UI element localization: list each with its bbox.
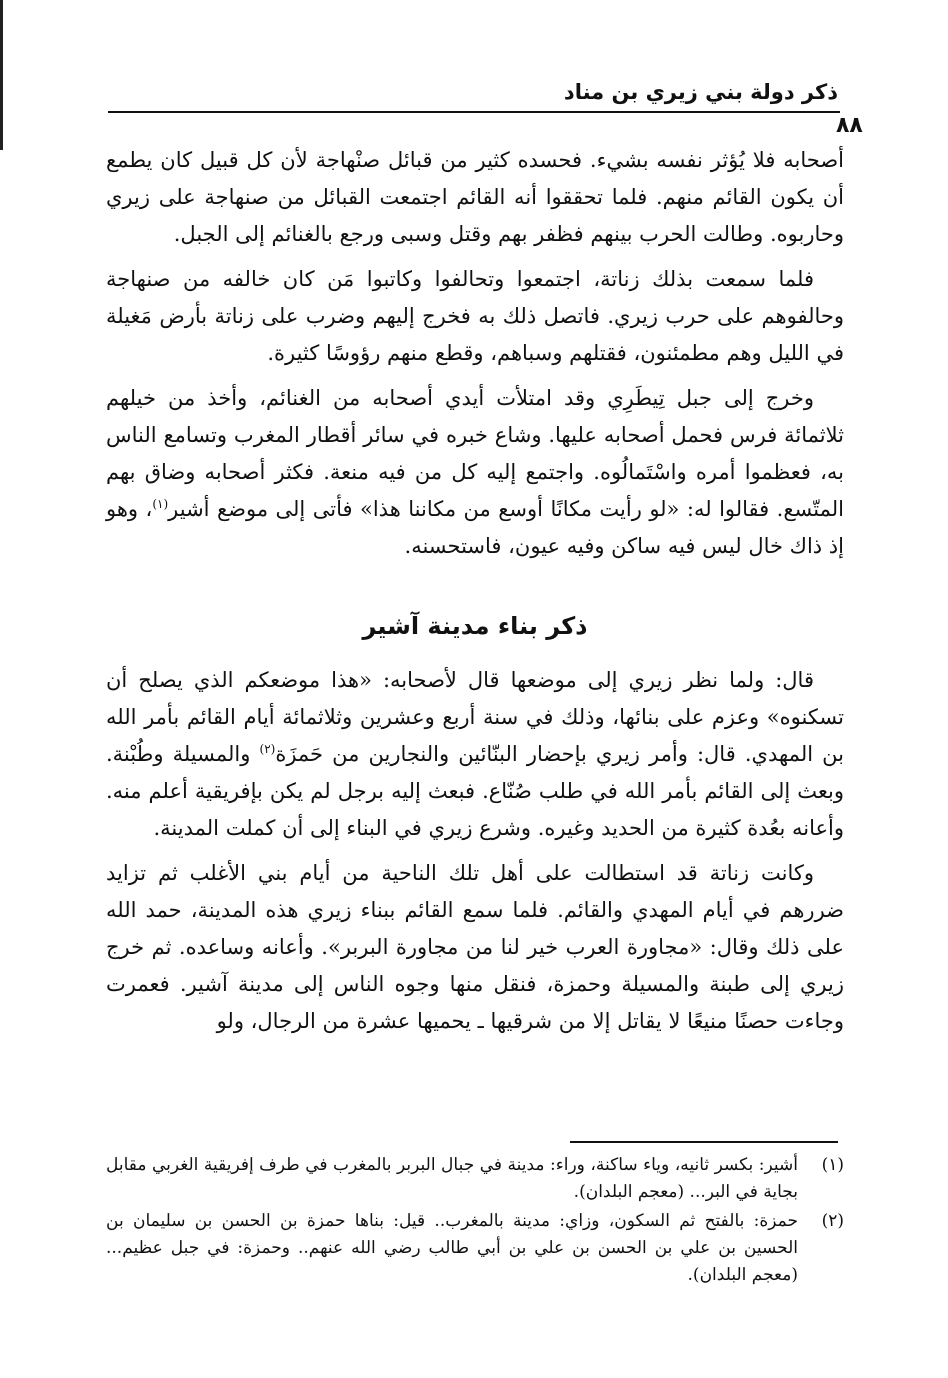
paragraph: أصحابه فلا يُؤثر نفسه بشيء. فحسده كثير من قبائل صنْهاجة لأن كل قبيل كان يطمع أن يكون القائم منهم. فلما تحققوا أنه القائم اجتمعت القبائل من صنهاجة على زيري وحاربوه. وطالت الحرب بينهم فظفر بهم وقتل وسبى ورجع بالغنائم إلى الجبل.	[106, 148, 844, 246]
paragraph	[106, 380, 844, 565]
body-text-upper	[106, 142, 844, 565]
footnote-number: (١)	[821, 1155, 844, 1175]
running-header: ذكر دولة بني زيري بن مناد	[563, 80, 838, 104]
body-text-lower	[106, 662, 844, 1040]
footnote-ref: (١)	[152, 497, 169, 511]
paragraph: وكانت زناتة قد استطالت على أهل تلك الناحية من أيام بني الأغلب ثم تزايد ضررهم في أيام المهدي والقائم. فلما سمع القائم ببناء زيري هذه المدينة، حمد الله على ذلك وقال: «مجاورة العرب خير لنا من مجاورة البربر». وأعانه وساعده. ثم خرج زيري إلى طبنة والمسيلة وحمزة، فنقل منها وجوه الناس إلى مدينة آشير. فعمرت وجاءت حصنًا منيعًا لا يقاتل إلا من شرقيها ـ يحميها عشرة من الرجال، ولو	[106, 861, 844, 1033]
footnote-rule	[570, 1141, 838, 1143]
paragraph-text: والمسيلة وطُبْنة. وبعث إلى القائم بأمر الله في طلب صُنّاع. فبعث إليه برجل لم يكن بإفريقية أعلم منه. وأعانه بعُدة كثيرة من الحديد وغيره. وشرع زيري في البناء إلى أن كملت المدينة.	[106, 742, 844, 840]
header-rule	[108, 111, 840, 113]
section-heading: ذكر بناء مدينة آشير	[362, 612, 588, 640]
footnote-ref: (٢)	[259, 742, 276, 756]
footnote-text: حمزة: بالفتح ثم السكون، وزاي: مدينة بالمغرب.. قيل: بناها حمزة بن الحسن بن سليمان بن الحسين بن علي بن الحسن بن علي بن أبي طالب رضي الله عنهم.. وحمزة: في جبل عظيم... (معجم البلدان).	[106, 1211, 798, 1285]
paragraph: فلما سمعت بذلك زناتة، اجتمعوا وتحالفوا وكاتبوا مَن كان خالفه من صنهاجة وحالفوهم على حرب زيري. فاتصل ذلك به فخرج إليهم وضرب على زناتة بأرض مَغيلة في الليل وهم مطمئنون، فقتلهم وسباهم، وقطع منهم رؤوسًا كثيرة.	[106, 267, 844, 365]
page-number: ٨٨	[836, 113, 863, 138]
footnote-number: (٢)	[821, 1211, 844, 1231]
footnote-text: أشير: بكسر ثانيه، وياء ساكنة، وراء: مدينة في جبال البربر بالمغرب في طرف إفريقية الغربي مقابل بجاية في البر... (معجم البلدان).	[106, 1155, 798, 1202]
paragraph-text: قال: ولما نظر زيري إلى موضعها قال لأصحابه: «هذا موضعكم الذي يصلح أن تسكنوه» وعزم على بنائها، وذلك في سنة أربع وعشرين وثلاثمائة أيام القائم بأمر الله بن المهدي. قال: وأمر زيري بإحضار البنّائين والنجارين من حَمزَة	[106, 668, 844, 766]
paragraph	[106, 662, 844, 847]
footnote	[106, 1208, 844, 1289]
footnote	[106, 1152, 844, 1206]
footnotes	[106, 1152, 844, 1291]
paragraph-text: وخرج إلى جبل تِيطَرِي وقد امتلأت أيدي أصحابه من الغنائم، وأخذ من خيلهم ثلاثمائة فرس فحمل أصحابه عليها. وشاع خبره في سائر أقطار المغرب وتسامع الناس به، فعظموا أمره واسْتَمالُوه. واجتمع إليه كل من فيه منعة. فكثر أصحابه وضاق بهم المتّسع. فقالوا له: «لو رأيت مكانًا أوسع من مكاننا هذا» فأتى إلى موضع أشير	[106, 386, 844, 521]
page-edge-line	[0, 0, 3, 150]
paragraph-text: ، وهو إذ ذاك خال ليس فيه ساكن وفيه عيون، فاستحسنه.	[106, 497, 844, 558]
